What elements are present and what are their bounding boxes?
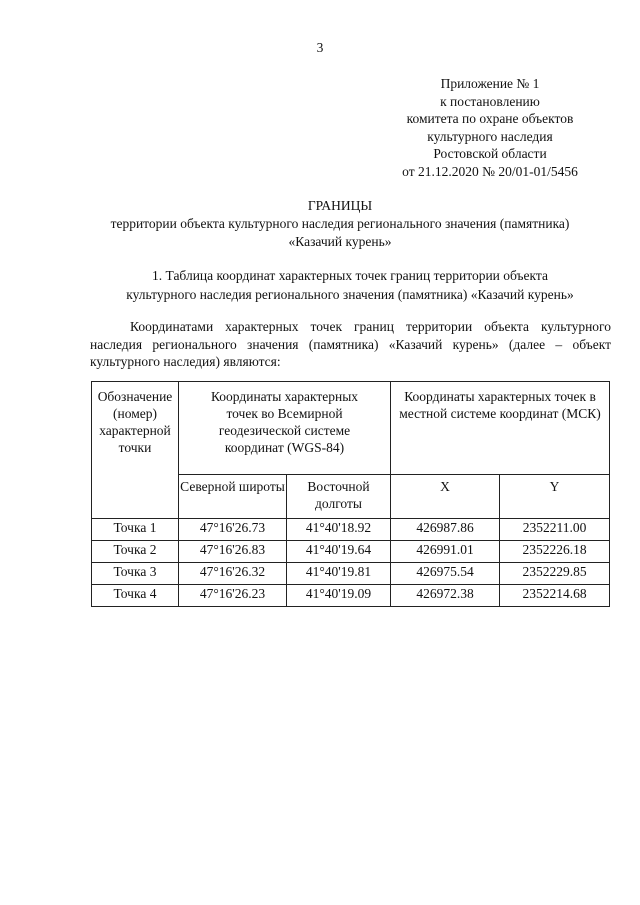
cell-x: 426972.38	[391, 585, 500, 607]
title-line: территории объекта культурного наследия регионального значения (памятника)	[110, 215, 570, 231]
appendix-line: от 21.12.2020 № 20/01-01/5456	[402, 163, 578, 179]
cell-north: 47°16'26.83	[179, 541, 287, 563]
cell-north: 47°16'26.73	[179, 519, 287, 541]
cell-x: 426991.01	[391, 541, 500, 563]
appendix-line: культурного наследия	[427, 128, 553, 144]
appendix-block	[385, 75, 595, 181]
cell-y: 2352226.18	[500, 541, 610, 563]
section-line: 1. Таблица координат характерных точек границ территории объекта	[152, 268, 548, 283]
subheader-north: Северной широты	[179, 475, 287, 519]
subheader-y: Y	[500, 475, 610, 519]
cell-x: 426987.86	[391, 519, 500, 541]
cell-east: 41°40'18.92	[287, 519, 391, 541]
section-line: культурного наследия регионального значения (памятника) «Казачий курень»	[126, 287, 574, 302]
subheader-east: Восточной долготы	[287, 475, 391, 519]
cell-north: 47°16'26.32	[179, 563, 287, 585]
section-heading	[95, 266, 605, 304]
header-wgs-text: Координаты характерных точек во Всемирной геодезической системе координат (WGS-84)	[210, 389, 359, 455]
cell-y: 2352211.00	[500, 519, 610, 541]
cell-y: 2352229.85	[500, 563, 610, 585]
cell-point: Точка 1	[92, 519, 179, 541]
appendix-line: Ростовской области	[433, 146, 547, 162]
cell-east: 41°40'19.81	[287, 563, 391, 585]
table-row	[92, 519, 610, 541]
appendix-line: Приложение № 1	[440, 76, 540, 91]
title-heading: ГРАНИЦЫ	[307, 198, 373, 213]
header-wgs	[179, 382, 391, 475]
table-row	[92, 585, 610, 607]
page-number: 3	[316, 40, 324, 55]
table-row	[92, 541, 610, 563]
header-msk	[391, 382, 610, 475]
cell-point: Точка 2	[92, 541, 179, 563]
cell-y: 2352214.68	[500, 585, 610, 607]
title-line: «Казачий курень»	[288, 233, 392, 249]
appendix-line: комитета по охране объектов	[406, 111, 574, 127]
cell-point: Точка 3	[92, 563, 179, 585]
table-row	[92, 563, 610, 585]
cell-x: 426975.54	[391, 563, 500, 585]
cell-east: 41°40'19.64	[287, 541, 391, 563]
header-point: Обозначение (номер) характерной точки	[92, 382, 179, 519]
cell-point: Точка 4	[92, 585, 179, 607]
coordinates-table	[91, 381, 610, 607]
header-msk-text: Координаты характерных точек в местной системе координат (МСК)	[399, 389, 601, 421]
intro-paragraph: Координатами характерных точек границ территории объекта культурного наследия регионального значения (памятника) «Казачий курень» (далее – объект культурного наследия) являются:	[90, 319, 611, 370]
cell-north: 47°16'26.23	[179, 585, 287, 607]
subheader-x: X	[391, 475, 500, 519]
cell-east: 41°40'19.09	[287, 585, 391, 607]
document-title	[60, 197, 620, 250]
appendix-line: к постановлению	[440, 93, 540, 109]
